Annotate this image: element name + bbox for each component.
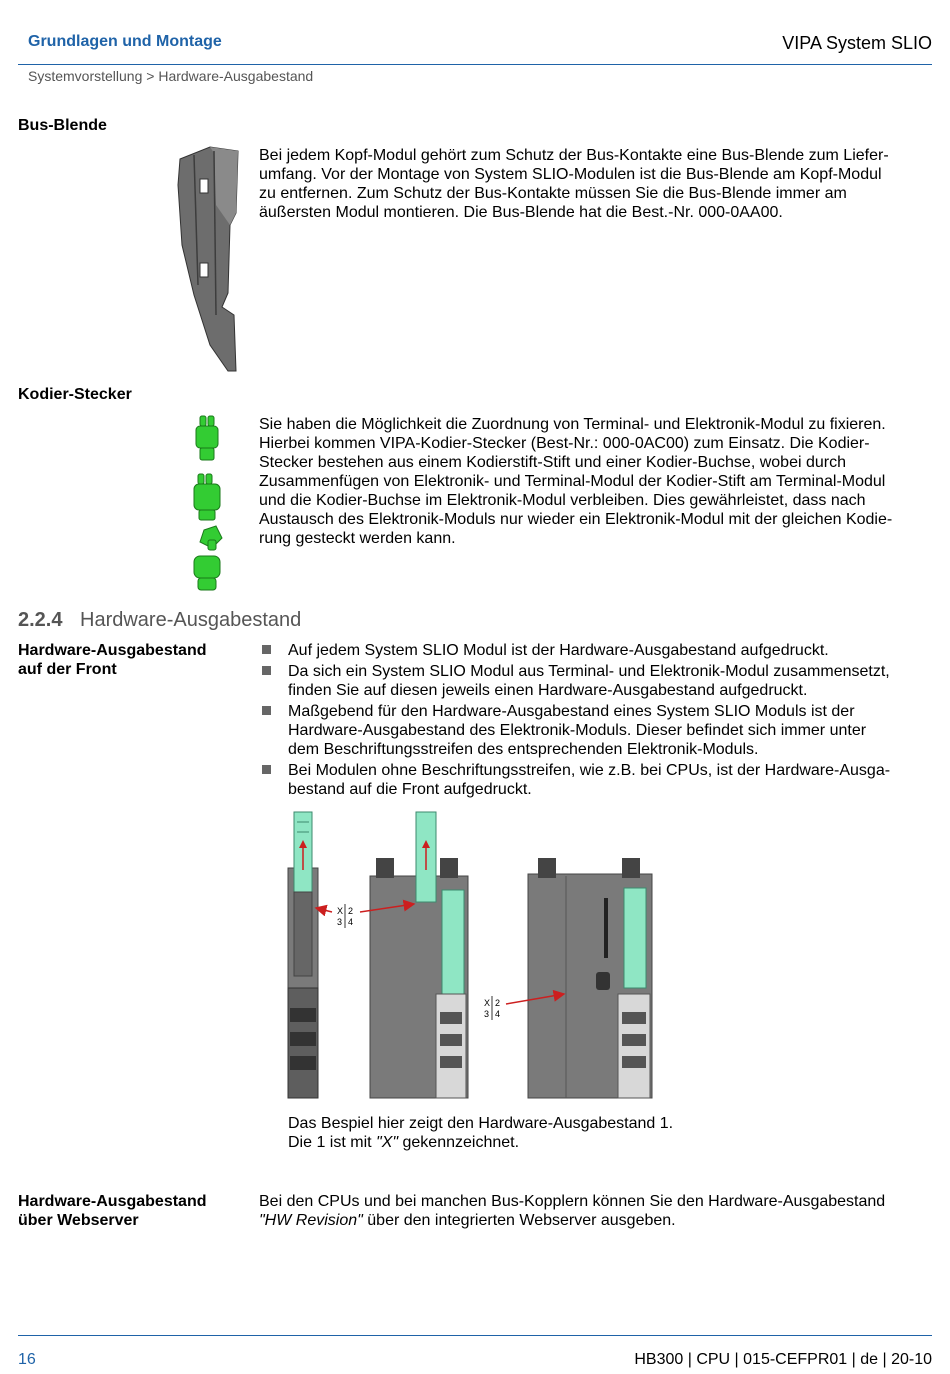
kodier-stecker-line: Stecker bestehen aus einem Kodierstift-Stift und einer Kodier-Buchse, wobei durch (259, 454, 846, 471)
bullet-line: Auf jedem System SLIO Modul ist der Hardware-Ausgabestand aufgedruckt. (288, 642, 829, 659)
kodier-stecker-line: rung gesteckt werden kann. (259, 530, 456, 547)
bus-blende-text (259, 146, 935, 222)
page-number: 16 (18, 1351, 36, 1368)
webserver-label-line: über Webserver (18, 1212, 139, 1229)
header-divider (18, 64, 932, 65)
mark-3: 3 (484, 1009, 490, 1019)
bullet-line: Hardware-Ausgabestand des Elektronik-Moduls. Dieser befindet sich immer unter (288, 722, 867, 739)
chapter-title: Grundlagen und Montage (28, 33, 222, 50)
figure-caption (288, 1114, 673, 1152)
kodier-stecker-line: Sie haben die Möglichkeit die Zuordnung von Terminal- und Elektronik-Modul zu fixieren. (259, 416, 886, 433)
bullet-item (259, 641, 935, 660)
bullet-line: finden Sie auf diesen jeweils einen Hardware-Ausgabestand aufgedruckt. (288, 682, 808, 699)
section-heading (18, 609, 301, 632)
bullet-line: bestand auf die Front aufgedruckt. (288, 781, 532, 798)
module-figure (280, 808, 660, 1104)
bullet-line: Da sich ein System SLIO Modul aus Terminal- und Elektronik-Modul zusammensetzt, (288, 663, 890, 680)
kodier-stecker-label: Kodier-Stecker (18, 386, 132, 403)
bullet-item (259, 702, 935, 759)
bullet-square-icon (262, 765, 271, 774)
webserver-line: Bei den CPUs und bei manchen Bus-Kopplern können Sie den Hardware-Ausgabestand (259, 1193, 886, 1210)
caption-line: Das Bespiel hier zeigt den Hardware-Ausgabestand 1. (288, 1115, 674, 1132)
bullet-item (259, 761, 935, 799)
front-label-line: Hardware-Ausgabestand (18, 642, 207, 659)
webserver-emphasis: "HW Revision" (259, 1212, 363, 1229)
webserver-line (259, 1211, 935, 1230)
bullet-square-icon (262, 645, 271, 654)
breadcrumb: Systemvorstellung > Hardware-Ausgabestand (28, 68, 314, 84)
caption-emphasis: "X" (376, 1134, 399, 1151)
caption-text: Die 1 ist mit (288, 1134, 377, 1151)
bus-blende-line: äußersten Modul montieren. Die Bus-Blende hat die Best.-Nr. 000-0AA00. (259, 204, 783, 221)
module-3-cpu (528, 858, 652, 1098)
bullet-line: Maßgebend für den Hardware-Ausgabestand eines System SLIO Moduls ist der (288, 703, 855, 720)
bus-blende-line: Bei jedem Kopf-Modul gehört zum Schutz der Bus-Kontakte eine Bus-Blende zum Liefer- (259, 147, 889, 164)
product-title: VIPA System SLIO (782, 33, 932, 53)
mark-x: X (484, 998, 491, 1008)
front-label (18, 641, 207, 679)
front-label-line: auf der Front (18, 661, 117, 678)
mark-4: 4 (348, 917, 354, 927)
bus-blende-line: zu entfernen. Zum Schutz der Bus-Kontakte müssen Sie die Bus-Blende immer am (259, 185, 847, 202)
mark-3: 3 (337, 917, 343, 927)
caption-line (288, 1133, 673, 1152)
module-1 (288, 812, 318, 1098)
kodier-stecker-line: Austausch des Elektronik-Moduls nur wieder ein Elektronik-Modul mit der gleichen Kodie- (259, 511, 893, 528)
kodier-stecker-image (186, 414, 236, 596)
webserver-text (259, 1192, 935, 1230)
webserver-text-part: über den integrierten Webserver ausgeben. (362, 1212, 676, 1229)
module-2 (370, 812, 468, 1098)
document-id: HB300 | CPU | 015-CEFPR01 | de | 20-10 (634, 1351, 932, 1368)
section-title: Hardware-Ausgabestand (80, 609, 302, 631)
front-bullet-list (259, 641, 935, 801)
bullet-item (259, 662, 935, 700)
kodier-stecker-line: Zusammenfügen von Elektronik- und Terminal-Modul der Kodier-Stift am Terminal-Modul (259, 473, 886, 490)
webserver-label (18, 1192, 207, 1230)
section-number: 2.2.4 (18, 609, 63, 631)
mark-4: 4 (495, 1009, 501, 1019)
bullet-line: dem Beschriftungsstreifen des entsprechenden Elektronik-Moduls. (288, 741, 759, 758)
kodier-stecker-line: Hierbei kommen VIPA-Kodier-Stecker (Best-Nr.: 000-0AC00) zum Einsatz. Die Kodier- (259, 435, 870, 452)
bus-blende-image (170, 145, 250, 375)
bus-blende-label: Bus-Blende (18, 117, 107, 134)
kodier-stecker-line: und die Kodier-Buchse im Elektronik-Modul verbleiben. Dies gewährleistet, dass nach (259, 492, 866, 509)
bus-blende-line: umfang. Vor der Montage von System SLIO-Modulen ist die Bus-Blende am Kopf-Modul (259, 166, 882, 183)
bullet-square-icon (262, 706, 271, 715)
footer-divider (18, 1335, 932, 1336)
bullet-line: Bei Modulen ohne Beschriftungsstreifen, wie z.B. bei CPUs, ist der Hardware-Ausga- (288, 762, 891, 779)
webserver-label-line: Hardware-Ausgabestand (18, 1193, 207, 1210)
bullet-square-icon (262, 666, 271, 675)
kodier-stecker-text (259, 415, 935, 548)
mark-x: X (337, 906, 344, 916)
mark-2: 2 (495, 998, 501, 1008)
caption-text: gekennzeichnet. (398, 1134, 520, 1151)
mark-2: 2 (348, 906, 354, 916)
